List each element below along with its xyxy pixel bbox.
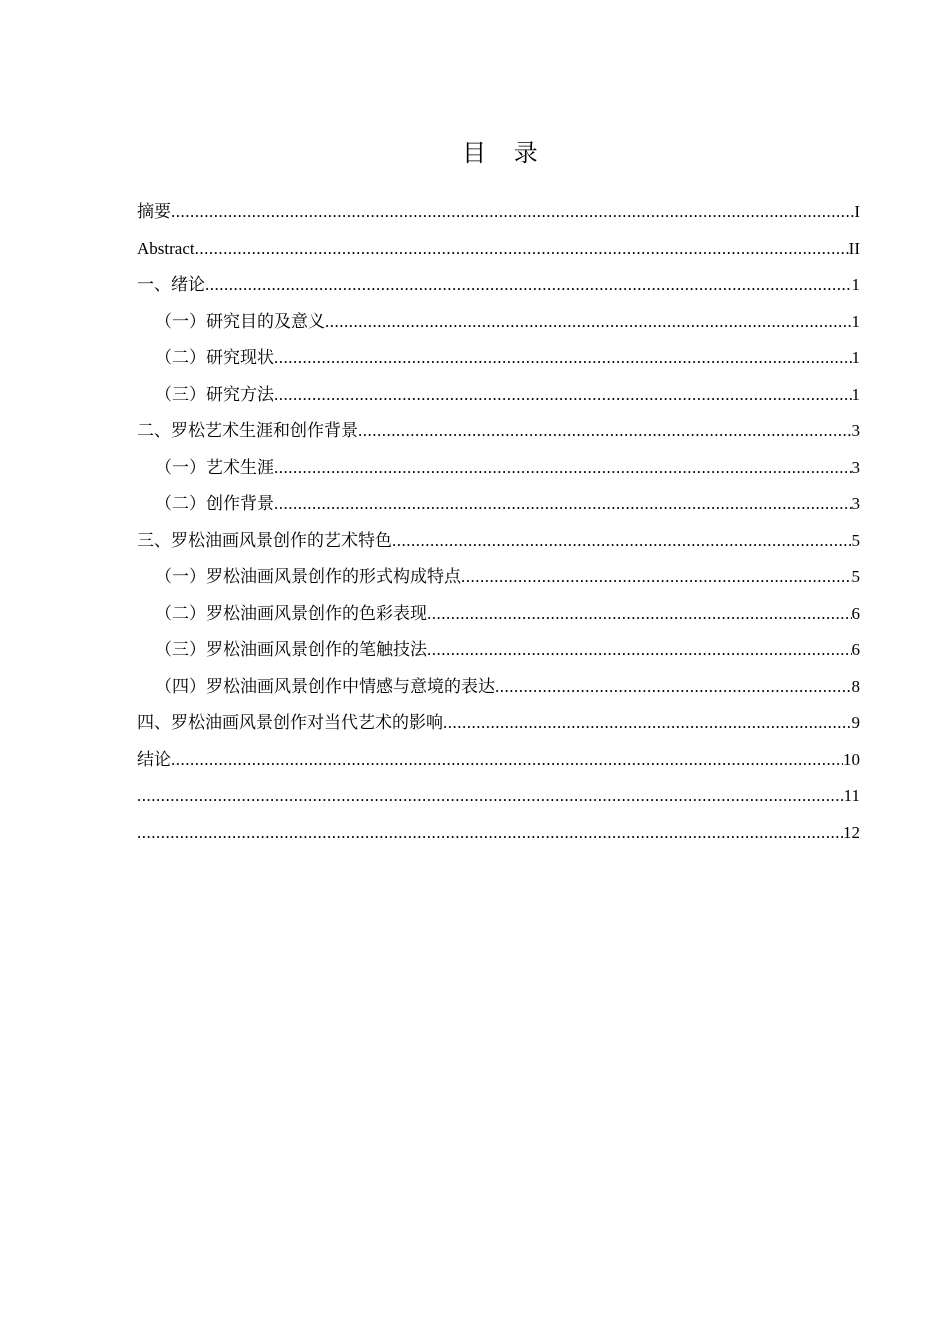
toc-entry-text: （二）研究现状	[155, 348, 274, 367]
toc-entry-text: （一）艺术生涯	[155, 457, 274, 477]
toc-page-number: 8	[851, 676, 860, 696]
toc-title: 目 录	[462, 139, 548, 167]
toc-entry[interactable]	[137, 596, 860, 633]
toc-dot-leader	[137, 815, 843, 851]
toc-page-number: I	[854, 202, 860, 221]
toc-entry[interactable]	[137, 413, 860, 450]
toc-page-number: 3	[851, 494, 860, 513]
toc-dot-leader	[461, 559, 852, 595]
toc-dot-leader	[427, 596, 852, 632]
toc-entry[interactable]	[137, 231, 860, 268]
toc-dot-leader	[443, 705, 852, 741]
toc-dot-leader	[325, 304, 852, 340]
toc-entry-text: （二）创作背景	[155, 494, 274, 513]
toc-dot-leader	[274, 486, 852, 522]
toc-dot-leader	[358, 413, 852, 449]
toc-page-number: 3	[851, 457, 860, 477]
toc-entry-text: （一）研究目的及意义	[155, 311, 325, 331]
toc-page-number: 12	[843, 822, 860, 842]
toc-dot-leader	[274, 450, 852, 486]
toc-entry[interactable]	[137, 559, 860, 596]
toc-entry[interactable]	[137, 304, 860, 341]
toc-entry[interactable]	[137, 523, 860, 560]
toc-page-number: 10	[843, 749, 860, 769]
toc-dot-leader	[171, 742, 843, 778]
toc-page-number: 5	[851, 567, 860, 586]
toc-entry[interactable]	[137, 340, 860, 377]
toc-dot-leader	[171, 194, 854, 230]
toc-dot-leader	[392, 523, 852, 559]
toc-dot-leader	[137, 778, 844, 814]
toc-page-number: 9	[851, 713, 860, 732]
toc-page-number: 1	[851, 384, 860, 404]
toc-entry-text: Abstract	[137, 238, 195, 258]
toc-entry-text: （三）研究方法	[155, 384, 274, 404]
toc-dot-leader	[495, 669, 852, 705]
toc-page-number: 11	[843, 786, 860, 805]
toc-entry[interactable]	[137, 742, 860, 779]
toc-entry[interactable]	[137, 267, 860, 304]
toc-dot-leader	[274, 377, 852, 413]
toc-entry[interactable]	[137, 815, 860, 852]
toc-entry-text: 四、罗松油画风景创作对当代艺术的影响	[137, 713, 443, 732]
toc-entry[interactable]	[137, 669, 860, 706]
toc-entry[interactable]	[137, 377, 860, 414]
toc-dot-leader	[427, 632, 852, 668]
toc-entry[interactable]	[137, 778, 860, 815]
toc-page-number: 6	[851, 640, 860, 659]
toc-entry-text: （四）罗松油画风景创作中情感与意境的表达	[155, 676, 495, 696]
toc-entry-text: 二、罗松艺术生涯和创作背景	[137, 421, 358, 440]
toc-page-number: II	[848, 238, 860, 258]
toc-page-number: 5	[851, 530, 860, 550]
toc-dot-leader	[274, 340, 852, 376]
toc-entry-text: （三）罗松油画风景创作的笔触技法	[155, 640, 427, 659]
toc-page-number: 3	[851, 421, 860, 440]
toc-entry-text: （一）罗松油画风景创作的形式构成特点	[155, 567, 461, 586]
toc-entry-text: 一、绪论	[137, 275, 205, 294]
toc-entry[interactable]	[137, 632, 860, 669]
toc-page-number: 1	[851, 348, 860, 367]
toc-entry[interactable]	[137, 450, 860, 487]
toc-page-number: 6	[851, 603, 860, 623]
toc-entry-text: （二）罗松油画风景创作的色彩表现	[155, 603, 427, 623]
toc-entry[interactable]	[137, 705, 860, 742]
toc-entry[interactable]	[137, 486, 860, 523]
toc-page-number: 1	[851, 311, 860, 331]
toc-entry-text: 三、罗松油画风景创作的艺术特色	[137, 530, 392, 550]
toc-dot-leader	[195, 231, 849, 267]
toc-page-number: 1	[851, 275, 860, 294]
toc-entry[interactable]	[137, 194, 860, 231]
toc-list	[137, 194, 860, 851]
toc-entry-text: 摘要	[137, 202, 171, 221]
toc-entry-text: 结论	[137, 749, 171, 769]
toc-dot-leader	[205, 267, 852, 303]
